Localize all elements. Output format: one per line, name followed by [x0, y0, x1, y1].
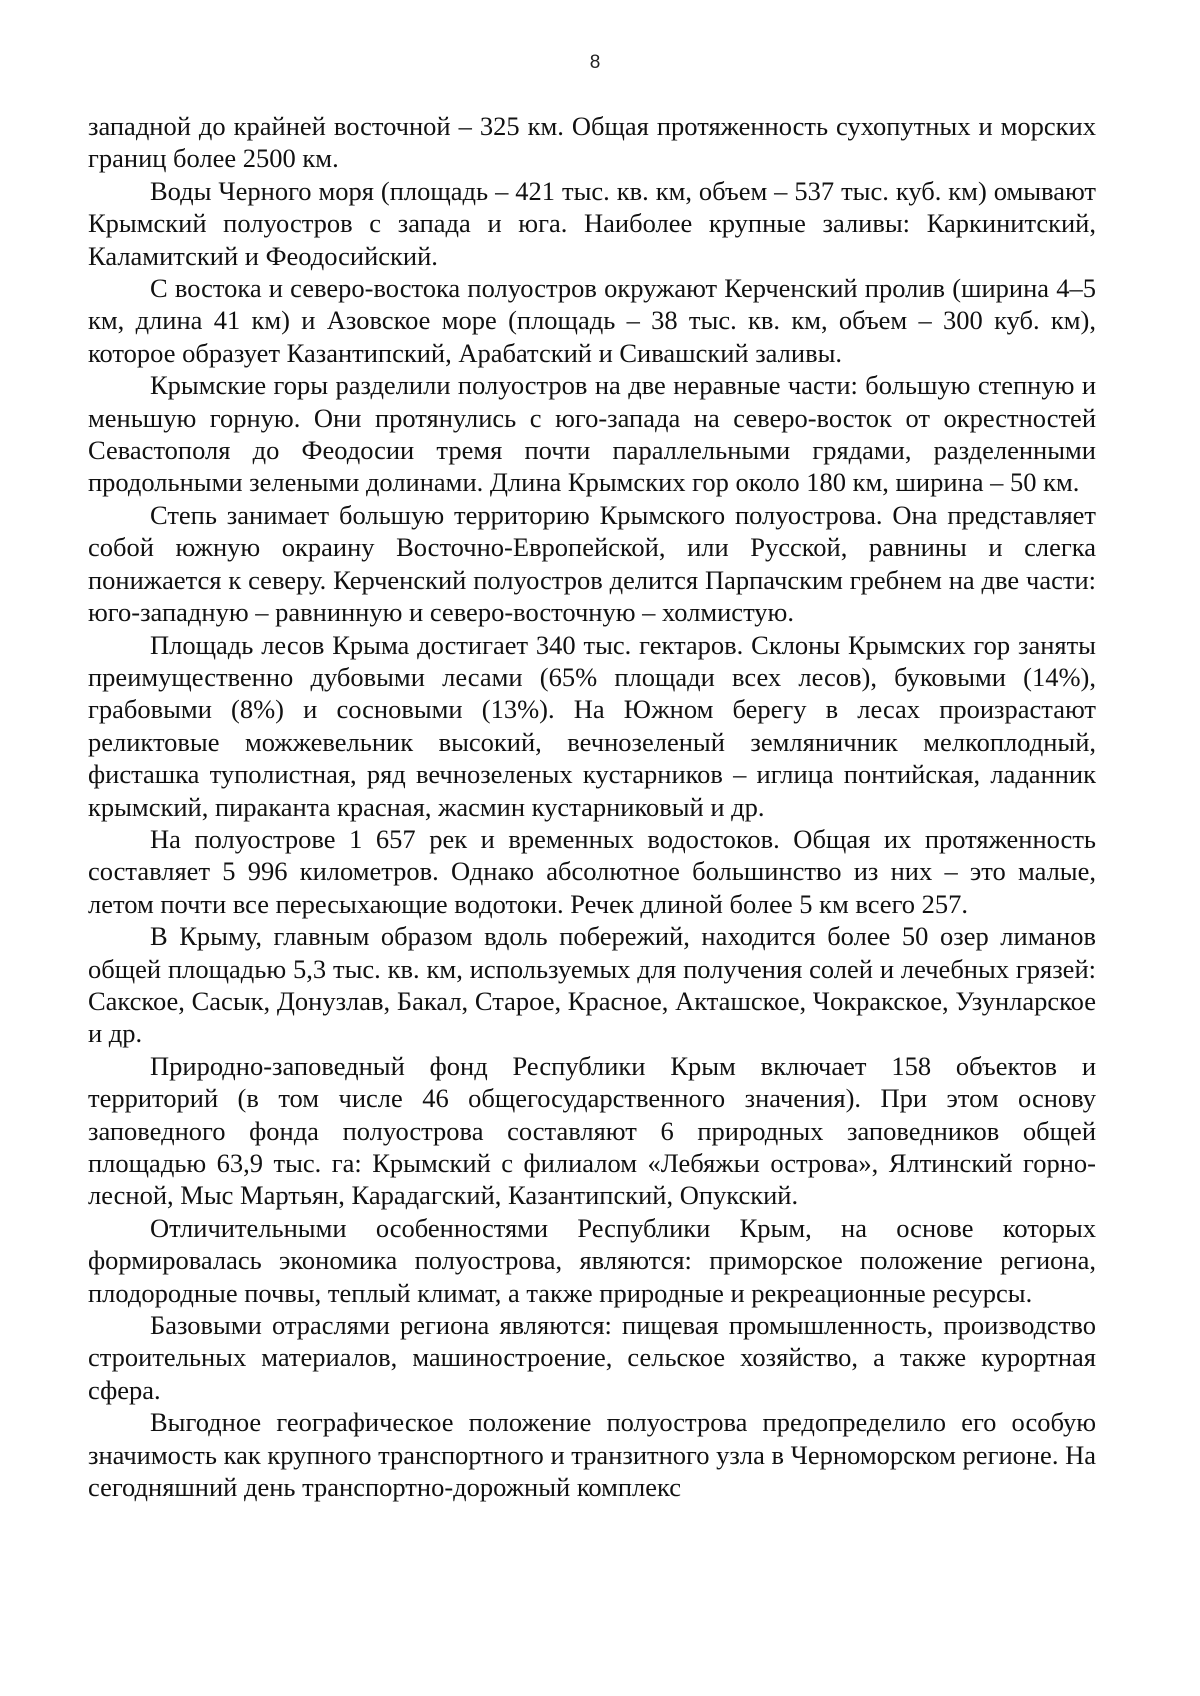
- paragraph-3: С востока и северо-востока полуостров окружают Керченский пролив (ширина 4–5 км, длина 41 км) и Азовское море (площадь – 38 тыс. кв. км, объем – 300 куб. км), которое образует Казантипский, Арабатский и Сивашский заливы.: [88, 273, 1096, 368]
- paragraph-6: Площадь лесов Крыма достигает 340 тыс. гектаров. Склоны Крымских гор заняты преимущественно дубовыми лесами (65% площади всех лесов), буковыми (14%), грабовыми (8%) и сосновыми (13%). На Южном берегу в лесах произрастают реликтовые можжевельник высокий, вечнозеленый земляничник мелкоплодный, фисташка туполистная, ряд вечнозеленых кустарников – иглица понтийская, ладанник крымский, пираканта красная, жасмин кустарниковый и др.: [88, 629, 1096, 822]
- paragraph-1: западной до крайней восточной – 325 км. Общая протяженность сухопутных и морских границ более 2500 км.: [88, 111, 1096, 174]
- paragraph-2: Воды Черного моря (площадь – 421 тыс. кв. км, объем – 537 тыс. куб. км) омывают Крымский полуостров с запада и юга. Наиболее крупные заливы: Каркинитский, Каламитский и Феодосийский.: [88, 175, 1096, 271]
- paragraph-12: Выгодное географическое положение полуострова предопределило его особую значимость как крупного транспортного и транзитного узла в Черноморском регионе. На сегодняшний день транспортно-дорожный комплекс: [88, 1407, 1096, 1503]
- paragraph-5: Степь занимает большую территорию Крымского полуострова. Она представляет собой южную окраину Восточно-Европейской, или Русской, равнины и слегка понижается к северу. Керченский полуостров делится Парпачским гребнем на две части: юго-западную – равнинную и северо-восточную – холмистую.: [88, 499, 1096, 628]
- body-text: [88, 110, 1096, 1503]
- paragraph-9: Природно-заповедный фонд Республики Крым включает 158 объектов и территорий (в том числе 46 общегосударственного значения). При этом основу заповедного фонда полуострова составляют 6 природных заповедников общей площадью 63,9 тыс. га: Крымский с филиалом «Лебяжьи острова», Ялтинский горно-лесной, Мыс Мартьян, Карадагский, Казантипский, Опукский.: [88, 1050, 1096, 1211]
- page-number: 8: [589, 52, 601, 73]
- paragraph-11: Базовыми отраслями региона являются: пищевая промышленность, производство строительных материалов, машиностроение, сельское хозяйство, а также курортная сфера.: [88, 1310, 1096, 1405]
- paragraph-10: Отличительными особенностями Республики Крым, на основе которых формировалась экономика полуострова, являются: приморское положение региона, плодородные почвы, теплый климат, а также природные и рекреационные ресурсы.: [88, 1212, 1096, 1308]
- paragraph-8: В Крыму, главным образом вдоль побережий, находится более 50 озер лиманов общей площадью 5,3 тыс. кв. км, используемых для получения солей и лечебных грязей: Сакское, Сасык, Донузлав, Бакал, Старое, Красное, Акташское, Чокракское, Узунларское и др.: [88, 921, 1096, 1049]
- paragraph-4: Крымские горы разделили полуостров на две неравные части: большую степную и меньшую горную. Они протянулись с юго-запада на северо-восток от окрестностей Севастополя до Феодосии тремя почти параллельными грядами, разделенными продольными зелеными долинами. Длина Крымских гор около 180 км, ширина – 50 км.: [88, 370, 1096, 498]
- paragraph-7: На полуострове 1 657 рек и временных водостоков. Общая их протяженность составляет 5 996 километров. Однако абсолютное большинство из них – это малые, летом почти все пересыхающие водотоки. Речек длиной более 5 км всего 257.: [88, 823, 1096, 919]
